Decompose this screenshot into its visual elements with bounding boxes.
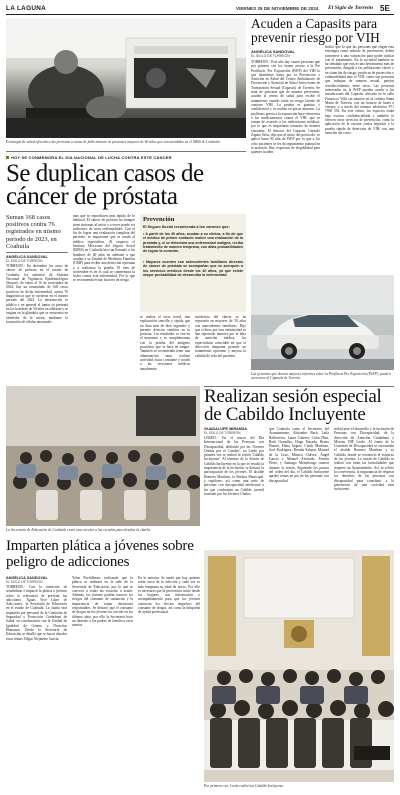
page-header <box>6 4 394 14</box>
photo-car <box>251 275 394 370</box>
photo-cabildo <box>204 550 394 782</box>
prevention-box-subtitle: El Seguro Social recomienda a los varones que: <box>143 225 230 229</box>
adicciones-col-1: TORREÓN.- Con la intención de sensibilizar e impartir la plática a jóvenes sobre la relevancia de prevenir las adicciones 'Aguas Vive Libre de Adicciones', la Secretaría de Educación en el estado de Coahuila. La charla será impartida por personal de la Comisión de Seguridad y Protección Ciudadana de Salud, en coordinación con la Unidad de Igualdad de Género y Derechos Humanos. Desde la Secretaría de Educación se detalló que se busca abordar estos temas. Edgar Alejandro García. <box>6 585 67 641</box>
cancer-col-2: mas que se reproducen más rápido de lo habitual. El cáncer de próstata no siempre tiene síntomas al inicio y a veces puede ser indicativo de otras enfermedades. Con el fin de lograr una evaluación completa del paciente, es importante que se acuda al médico especialista. Al respecto el Instituto Mexicano del Seguro Social (IMSS) en Coahuila hizo un llamado a los hombres de 40 años en adelante a que acudan a su Unidad de Medicina Familiar (UMF) para recibir una detección oportuna y a realizarse la prueba. El mes de noviembre es en el cual se conmemora la lucha contra esta enfermedad. Por lo que se recomienda evitar factores de riesgo. <box>73 214 135 283</box>
photo-cabildo-illustration <box>204 550 394 782</box>
prevention-item-1-text: A partir de los 40 años, acudan a su clínica, a fin de que el médico de primer contacto realice una evaluación de la próstata y, si se detectara una enfermedad maligna, reciba tratamiento de manera temprana, con altas probabilidades de lograr la curación. <box>143 232 243 254</box>
adicciones-place: EL SIGLO DE TORREÓN <box>6 580 43 584</box>
section-name: LA LAGUNA <box>6 5 47 12</box>
vih-body-right: Indicó que lo que las personas que eligen esta estrategia como método de prevención, deben someterse a una valoración para poder indicar con el tratamiento. En la sociedad también se ha señalado que esta es una herramienta más de prevención, dirigida a las poblaciones claves y en situación de riesgo, prácticas de protección y vulnerabilidad ante el VIH, como son personas que trabajan de manera sexual, parejas serodiscordantes, entre otros. Las personas interesadas en la PrEP pueden acudir a las instalaciones del Capasits, ubicado en la calle Francisco Villa sin número en la colonia Santa María de Torreón, con un horario de lunes a viernes, o a través del número telefónico 871 7930 553. En este centro, los espacios están bajo estricta confidencialidad y también se ofrecen otros servicios de prevención, como la aplicación de la vacuna contra hepatitis y la prueba rápida de detección de VIH, con una atención sin costo. <box>325 45 394 135</box>
prevention-item-2 <box>143 260 243 277</box>
cancer-col-4: incidencia del cáncer se ha reportado en mayores de 50 años con antecedentes familiares. Dijo que si bien, por esta enfermedad se han reportado muertes por la falta de atención médica, los especialistas coinciden en que la detección temprana permite un tratamiento oportuno y mejora la calidad de vida del paciente. <box>195 315 246 358</box>
prevention-box <box>140 214 246 312</box>
photo-students-illustration <box>6 386 200 526</box>
photo-protest-illustration <box>6 18 246 138</box>
photo-car-illustration <box>251 275 394 370</box>
prevention-item-1 <box>143 232 243 253</box>
issue-date: VIERNES 29 DE NOVIEMBRE DE 2024 <box>236 6 319 11</box>
cancer-kicker-text: HOY SE CONMEMORA EL DÍA NACIONAL DE LUCHA CONTRA ESTE CÁNCER <box>11 155 172 160</box>
cabildo-col-2: que Coahuila como el Secretario del Ayuntamiento, Alejandro Bach, Laila Ballesteros, Laura Cabrera, Celsa Díaz, Ruth Gonzáles, Hugo Estrada, Bruno Huerta, Elena Jáquez, Cindy Martínez, José Rodríguez, Brenda Salazar, Manuel de la Cruz, Mónica Chávez, Ángel García y Manuel Alvarado. Fermín Pérez, y Santiago Montelongo rotaron durante la sesión. Siguiendo los puntos del orden del día, el Cabildo Incluyente aprobó temas en pro de las personas con discapacidad. <box>269 427 329 483</box>
masthead-name: El Siglo de Torreón <box>328 5 374 11</box>
cancer-col-3: se realiza el tacto rectal, una exploración sencilla y rápida que no dura más de diez segundos y permite detectar cambios en la próstata. Los resultados se ven en el momento y se complementan con la prueba del antígeno prostático que se hace en sangre. También se recomienda tener una alimentación sana, realizar actividad física constante y acudir a las revisiones médicas anualmente. <box>140 315 190 371</box>
prevention-box-title: Prevención <box>143 216 175 223</box>
cancer-byline: ANGÉLICA SANDOVAL <box>6 255 48 259</box>
photo-students-caption: La Secretaría de Educación de Coahuila envió una circular a las escuelas para desalar la charla. <box>6 528 151 532</box>
cancer-top-rule <box>6 151 246 152</box>
cabildo-byline: GUADALUPE MIRANDA <box>204 427 248 431</box>
vih-place: EL SIGLO DE TORREÓN <box>251 54 290 58</box>
vih-body-left: TORREÓN.- Este año hay cuatro personas que por primera vez los tienen acceso a la Pre Profilaxis. Por Exposición (PrEP) del VIH lo que disminuye hasta por la Prevención y Atención en Salud del Centro Ambulatorio de Prevención y Atención en Sida e Infecciones de Transmisión Sexual (Capasits) de Torreón. Se trata de personas que de manera preventiva, acuden al centro de salud para recibir el tratamiento cuando están en riesgo latente de contraer VIH. La prueba es gratuita y confidencial y se realiza en pocos minutos. La profilaxis previa a la exposición hace referencia a los medicamentos contra el VIH, que se toman de acuerdo a las indicaciones médicas, por lo que es importante tomarlos de manera constante. El director del Capasits, Gerardo Zapata Ortiz, dijo que al inicio del protocolo, se aplicó hasta 90 días de PrEP por lo que a los ocho pacientes se les da seguimiento puntual en la atención. Hay requisitos de elegibilidad para quienes acuden. <box>251 60 320 155</box>
adicciones-col-3: En lo anterior, Se anotó que hay quienes están cerca de la adicción y cada vez es más temprana su edad de inicio. Por ello es necesario que la prevención inicie desde los hogares, con información y acompañamiento para que los jóvenes conozcan los efectos negativos del consumo de drogas, así como la búsqueda de ayuda profesional. <box>138 576 200 615</box>
cabildo-col-3: siidad pero el desarrollo y la inclusión de Personas con Discapacidad, de la dirección de Atención Ciudadana y Moreno DIF Lerdo. Al frente de la Comisión de Discapacidad se encontraba el alcalde Homero Martínez y su Cabildo, donde se reconoció el esfuerzo de los jóvenes. La sesión de Cabildo se realizó con todas las formalidades que requiere un Ayuntamiento. Así, se refirió la convivencia, la importancia de respetar los derechos de las personas con discapacidad para contribuir a la generación de una sociedad más incluyente. <box>334 427 394 492</box>
photo-car-caption: Las personas que desean mayores informes sobre la Profilaxis Pre Exposición (PrEP), pueden acercarse al Capasits de Torreón. <box>251 372 391 381</box>
photo-protest-caption: Estrategia de salud ofrecida a las personas a causa de fallecimiento en pacientes mayores de 60 años que son atendidos en el IMSS de Coahuila. <box>6 140 221 144</box>
vih-headline: Acuden a Capasits para prevenir riesgo por VIH <box>251 16 380 45</box>
vih-byline: ANGÉLICA SANDOVAL <box>251 49 295 54</box>
header-rule <box>6 14 394 15</box>
kicker-square-icon <box>6 156 9 159</box>
cabildo-place: EL SIGLO DE TORREÓN <box>204 431 241 435</box>
cabildo-headline: Realizan sesión especial de Cabildo Incluyente <box>204 386 382 425</box>
cancer-headline: Se duplican casos de cáncer de próstata <box>6 160 204 210</box>
cancer-col-1: TORREÓN.- En diciembre los casos de cáncer de próstata en el estado de Coahuila, los números de Sistema Nacional de Vigilancia Epidemiológica (Sinave), de enero al 16 de noviembre de 2024, hay un acumulado de 168 casos positivos de dicha enfermedad, contra 76 diagnósticos que se tuvieron en el mismo periodo del 2023. La información es pública y en general el tumor se presenta en los hombres de 50 años en adelante y se origina en la glándula que se encuentra en alrededor de la uretra, mediante la formación de células anormales. <box>6 264 68 324</box>
adicciones-byline: ANGÉLICA SANDOVAL <box>6 576 48 580</box>
cancer-deck: Suman 168 casos positivos contra 76 registrados en mismo periodo de 2023, en Coahuila <box>6 214 61 250</box>
photo-protest <box>6 18 246 138</box>
cabildo-col-1: LERDO.- En el marco del Día Internacional de las Personas con Discapacidad, dedicado por las 'Jóvenes Unidas por el Cambio', en Lerdo por primera vez se realizó la sesión 'Cabildo Incluyente'. Al término de la Sesión de Cabildo Incluyente en la que se resaltó la importancia de la inclusión, se destacó la participación de los jóvenes. El alcalde Homero Martínez, la Síndica Municipal, y regidores, así como una serie de personas con discapacidad intelectual o las que conforman un Cabildo juvenil formado por los Jóvenes Unidos. <box>204 436 264 496</box>
cancer-place: EL SIGLO DE TORREÓN <box>6 259 43 263</box>
photo-students <box>6 386 200 526</box>
prevention-item-2-text: Mayores cuenten con antecedentes familiares directos de cáncer de próstata se acompañan que se acerquen a los servicios médicos desde los 40 años, ya que existe mayor probabilidad de desarrollar la enfermedad. <box>143 260 243 277</box>
page-number: 5E <box>380 4 390 13</box>
cancer-deck-rule <box>6 252 68 253</box>
adicciones-headline: Imparten plática a jóvenes sobre peligro de adicciones <box>6 538 194 570</box>
adicciones-col-2: Yelus Pavlidlenas, indicando que la plática se realizará en la sede de la Secretaría de Educación, por lo que se convocó a todas las escuelas a asistir. Además, los jóvenes podrán conocer los riesgos del consumo de sustancias y la importancia de tomar decisiones responsables. Se destacó que el consumo de drogas en los jóvenes ha crecido en los últimos años, por ello la Secretaría hace un llamado a los padres de familia a estar atentos. <box>72 576 133 628</box>
prevention-bullet-icon: • <box>143 260 146 264</box>
photo-cabildo-caption: Por primera vez, Lerdo realizó un Cabildo Incluyente. <box>204 784 285 788</box>
prevention-bullet-icon: • <box>143 232 146 236</box>
